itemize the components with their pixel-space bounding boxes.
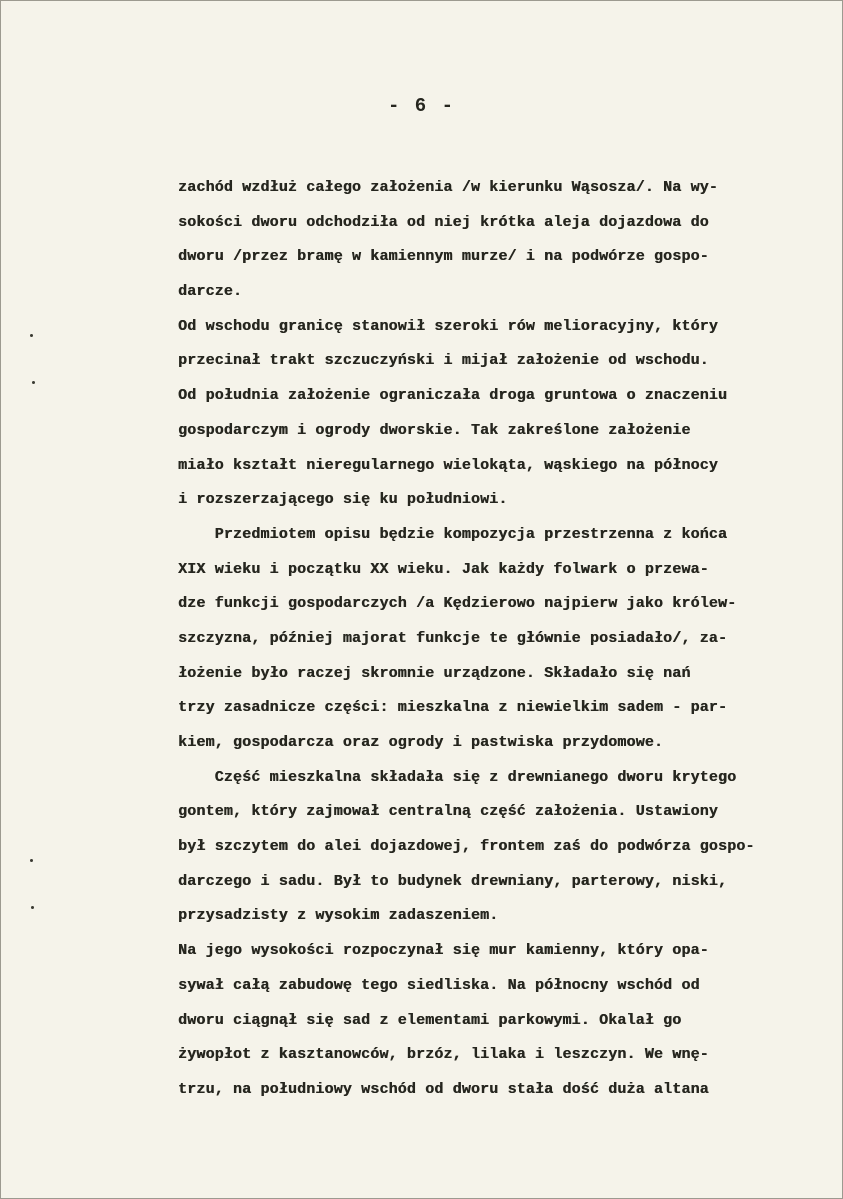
text-line: Część mieszkalna składała się z drewnianego dworu krytego — [178, 768, 737, 786]
text-line: i rozszerzającego się ku południowi. — [178, 491, 508, 509]
text-line: darczego i sadu. Był to budynek drewniany, parterowy, niski, — [178, 872, 728, 890]
margin-mark — [30, 859, 33, 862]
text-line: dworu /przez bramę w kamiennym murze/ i na podwórze gospo- — [178, 248, 709, 266]
text-line: łożenie było raczej skromnie urządzone. Składało się nań — [178, 664, 691, 682]
text-line: trzu, na południowy wschód od dworu stała dość duża altana — [178, 1080, 709, 1098]
text-line: Od południa założenie ograniczała droga gruntowa o znaczeniu — [178, 387, 728, 405]
margin-mark — [31, 906, 34, 909]
text-line: przysadzisty z wysokim zadaszeniem. — [178, 907, 499, 925]
text-line: miało kształt nieregularnego wielokąta, wąskiego na północy — [178, 456, 718, 474]
text-line: XIX wieku i początku XX wieku. Jak każdy folwark o przewa- — [178, 560, 709, 578]
text-line: kiem, gospodarcza oraz ogrody i pastwiska przydomowe. — [178, 734, 664, 751]
text-line: sywał całą zabudowę tego siedliska. Na północny wschód od — [178, 976, 700, 994]
text-line: darcze. — [178, 283, 243, 301]
text-line: żywopłot z kasztanowców, brzóz, lilaka i leszczyn. We wnę- — [178, 1046, 709, 1064]
text-line: dze funkcji gospodarczych /a Kędzierowo najpierw jako królew- — [178, 595, 737, 613]
text-line: Na jego wysokości rozpoczynał się mur kamienny, który opa- — [178, 942, 709, 960]
body-text — [178, 171, 833, 1108]
text-line: zachód wzdłuż całego założenia /w kierunku Wąsosza/. Na wy- — [178, 179, 718, 196]
page-number: - 6 - — [387, 95, 455, 117]
text-line: gontem, który zajmował centralną część założenia. Ustawiony — [178, 803, 718, 821]
margin-mark — [32, 381, 35, 384]
text-line: był szczytem do alei dojazdowej, frontem zaś do podwórza gospo- — [178, 838, 755, 856]
text-line: sokości dworu odchodziła od niej krótka aleja dojazdowa do — [178, 213, 709, 231]
text-line: przecinał trakt szczuczyński i mijał założenie od wschodu. — [178, 352, 709, 370]
text-line: dworu ciągnął się sad z elementami parkowymi. Okalał go — [178, 1011, 682, 1029]
text-line: Przedmiotem opisu będzie kompozycja przestrzenna z końca — [178, 525, 728, 543]
text-line: Od wschodu granicę stanowił szeroki rów melioracyjny, który — [178, 317, 718, 335]
text-line: szczyzna, później majorat funkcje te głównie posiadało/, za- — [178, 629, 728, 647]
text-line: trzy zasadnicze części: mieszkalna z niewielkim sadem - par- — [178, 699, 728, 717]
text-line: gospodarczym i ogrody dworskie. Tak zakreślone założenie — [178, 421, 691, 439]
margin-mark — [30, 334, 33, 337]
